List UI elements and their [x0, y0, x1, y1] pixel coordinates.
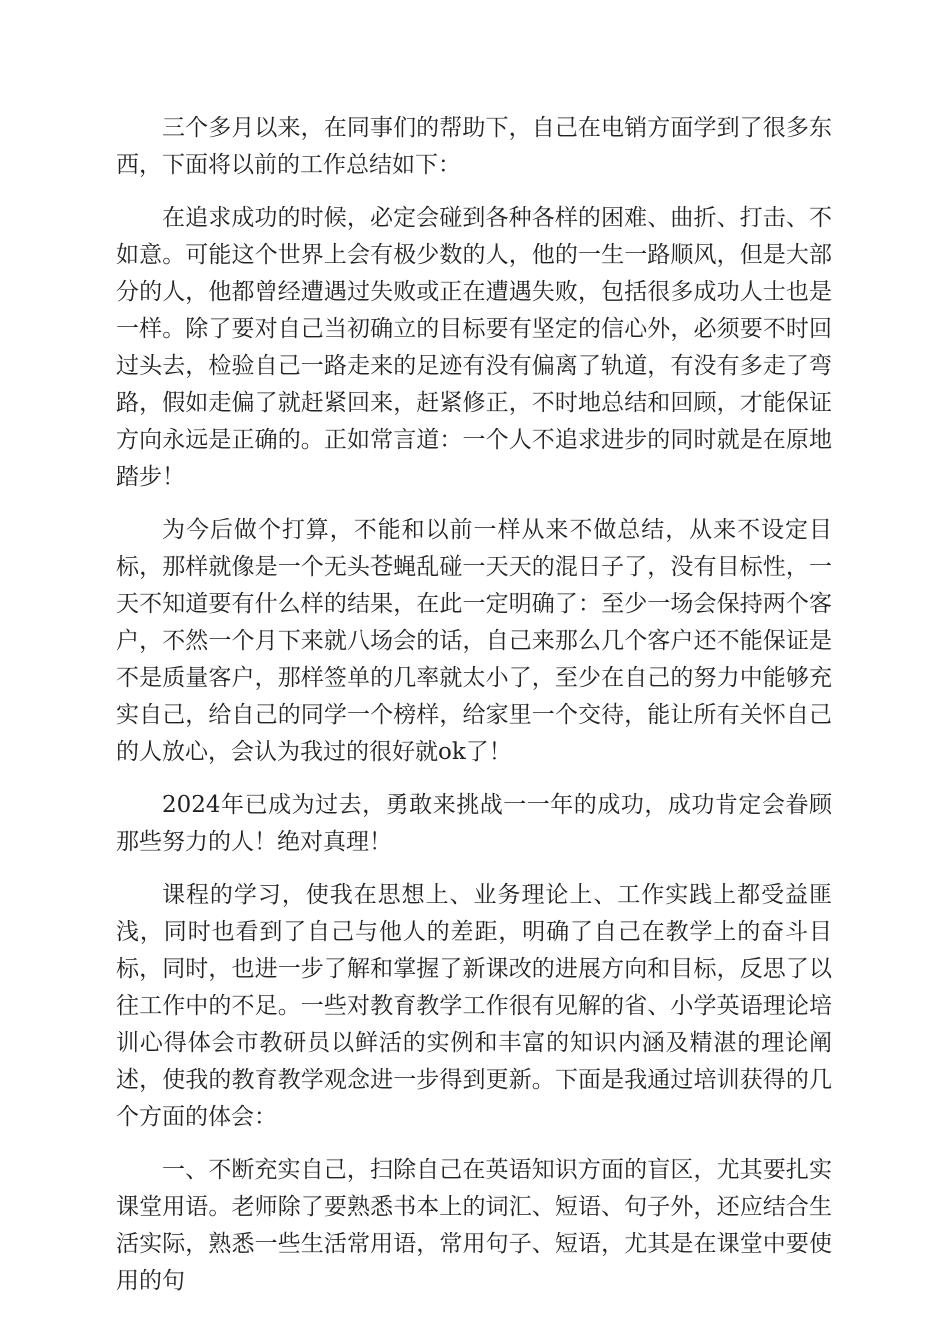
- paragraph-4: 2024年已成为过去，勇敢来挑战一一年的成功，成功肯定会眷顾那些努力的人！绝对真理！: [116, 792, 832, 855]
- paragraph-6: 一、不断充实自己，扫除自己在英语知识方面的盲区，尤其要扎实课堂用语。老师除了要熟悉书本上的词汇、短语、句子外，还应结合生活实际，熟悉一些生活常用语，常用句子、短语，尤其是在课堂中要使用的句: [116, 1157, 832, 1294]
- paragraph-5: 课程的学习，使我在思想上、业务理论上、工作实践上都受益匪浅，同时也看到了自己与他人的差距，明确了自己在教学上的奋斗目标，同时，也进一步了解和掌握了新课改的进展方向和目标，反思了以往工作中的不足。一些对教育教学工作很有见解的省、小学英语理论培训心得体会市教研员以鲜活的实例和丰富的知识内涵及精湛的理论阐述，使我的教育教学观念进一步得到更新。下面是我通过培训获得的几个方面的体会：: [116, 882, 832, 1130]
- paragraph-1: 三个多月以来，在同事们的帮助下，自己在电销方面学到了很多东西，下面将以前的工作总结如下：: [116, 115, 832, 178]
- document-body: [116, 110, 832, 1316]
- paragraph-3: 为今后做个打算，不能和以前一样从来不做总结，从来不设定目标，那样就像是一个无头苍蝇乱碰一天天的混日子了，没有目标性，一天不知道要有什么样的结果，在此一定明确了：至少一场会保持两个客户，不然一个月下来就八场会的话，自己来那么几个客户还不能保证是不是质量客户，那样签单的几率就太小了，至少在自己的努力中能够充实自己，给自己的同学一个榜样，给家里一个交待，能让所有关怀自己的人放心，会认为我过的很好就ok了！: [116, 517, 832, 765]
- paragraph-2: 在追求成功的时候，必定会碰到各种各样的困难、曲折、打击、不如意。可能这个世界上会有极少数的人，他的一生一路顺风，但是大部分的人，他都曾经遭遇过失败或正在遭遇失败，包括很多成功人士也是一样。除了要对自己当初确立的目标要有坚定的信心外，必须要不时回过头去，检验自己一路走来的足迹有没有偏离了轨道，有没有多走了弯路，假如走偏了就赶紧回来，赶紧修正，不时地总结和回顾，才能保证方向永远是正确的。正如常言道：一个人不追求进步的同时就是在原地踏步！: [116, 205, 832, 490]
